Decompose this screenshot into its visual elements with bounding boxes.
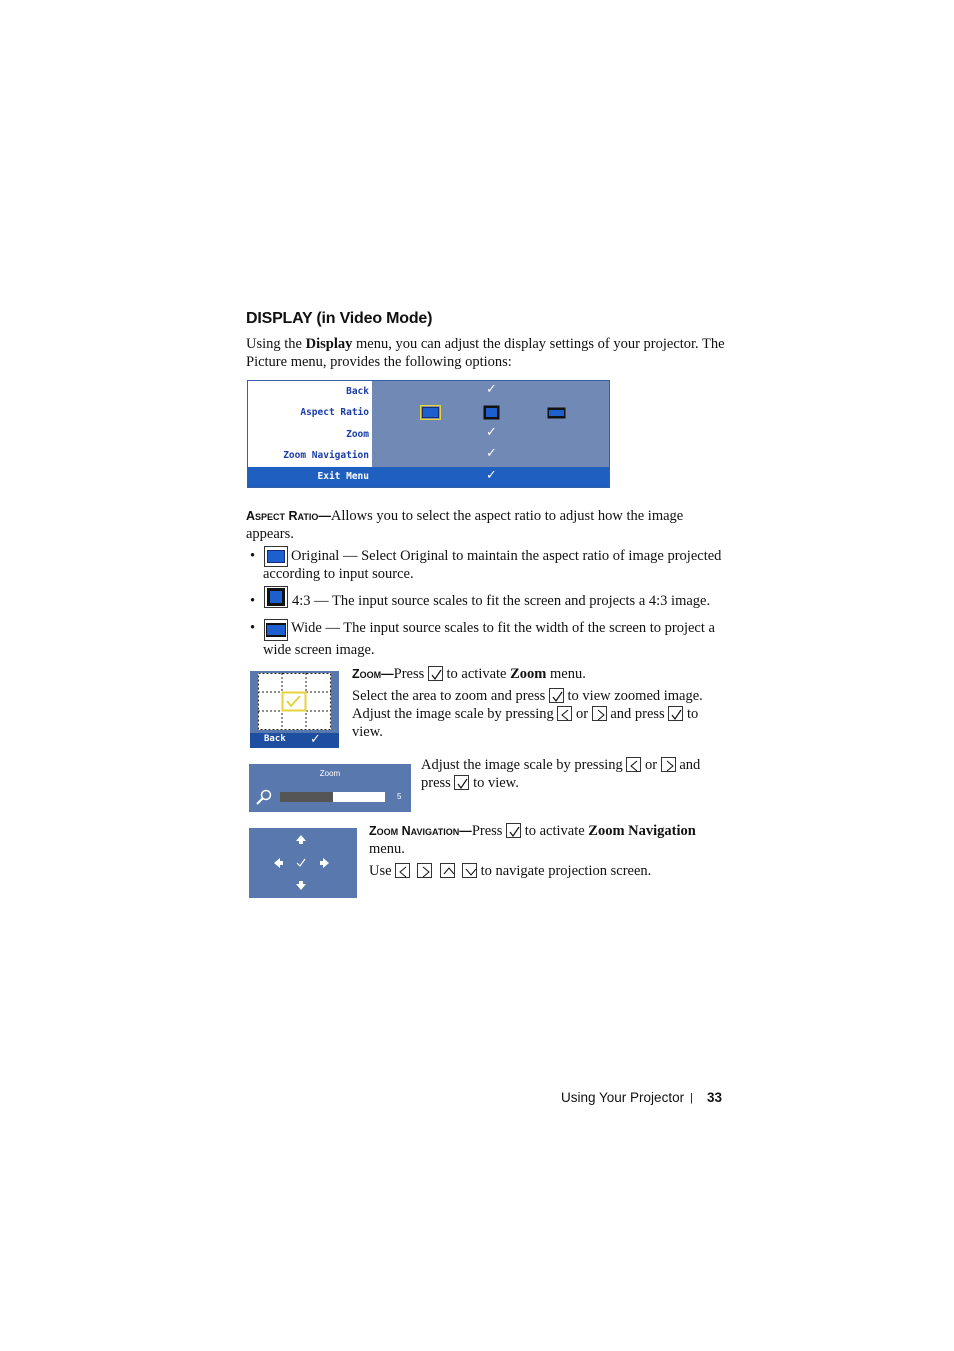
zoom-slider-title: Zoom [319, 769, 341, 778]
zoom-slider-description: Adjust the image scale by pressing or and press to view. [421, 757, 701, 791]
aspect-ratio-description: Aspect Ratio—Allows you to select the aspect ratio to adjust how the image appears. [246, 508, 684, 542]
zoom-paragraph: Select the area to zoom and press to view zoomed image. Adjust the image scale by pressing or and press to view. [352, 688, 703, 740]
zoom-navigation-description: Zoom Navigation—Press to activate Zoom Navigation menu. [369, 823, 696, 857]
right-key-icon [417, 863, 432, 878]
aspect-original-icon[interactable] [420, 405, 441, 420]
zoom-navigation-use: Use to navigate projection screen. [369, 863, 652, 879]
enter-key-icon [549, 688, 564, 703]
navigation-arrows-icon [249, 828, 357, 898]
intro-paragraph: Using the Display menu, you can adjust the display settings of your projector. The Picture menu, provides the following options: [246, 336, 725, 370]
zoom-grid-screenshot [250, 671, 339, 748]
zoom-back-label[interactable]: Back [264, 734, 286, 744]
enter-key-icon [668, 706, 683, 721]
menu-item-zoom-navigation[interactable]: Zoom Navigation [283, 450, 369, 461]
left-key-icon [395, 863, 410, 878]
right-key-icon [592, 706, 607, 721]
aspect-4-3-icon [264, 586, 288, 608]
footer-separator: | [690, 1092, 693, 1104]
display-osd-menu [247, 380, 610, 488]
zoom-navigation-screenshot [249, 828, 357, 898]
checkmark-icon: ✓ [486, 468, 497, 483]
checkmark-icon: ✓ [486, 446, 497, 461]
enter-key-icon [428, 666, 443, 681]
magnifier-icon [256, 789, 272, 805]
zoom-description: Zoom—Press to activate Zoom menu. [352, 666, 586, 682]
aspect-wide-icon[interactable] [547, 407, 566, 419]
right-key-icon [661, 757, 676, 772]
aspect-original-icon [264, 546, 288, 567]
zoom-slider-screenshot [249, 764, 411, 812]
up-key-icon [440, 863, 455, 878]
section-heading: DISPLAY (in Video Mode) [246, 310, 433, 327]
menu-item-aspect-ratio[interactable]: Aspect Ratio [300, 407, 369, 418]
left-key-icon [626, 757, 641, 772]
menu-item-back[interactable]: Back [346, 386, 369, 397]
zoom-area-grid [258, 673, 331, 730]
exit-menu-label: Exit Menu [317, 471, 369, 482]
aspect-wide-icon [264, 619, 288, 641]
enter-key-icon [454, 775, 469, 790]
menu-item-exit[interactable] [248, 467, 609, 487]
aspect-4-3-icon[interactable] [483, 405, 500, 420]
checkmark-icon: ✓ [310, 731, 321, 746]
bullet-original: • Original — Select Original to maintain the aspect ratio of image projected according to input source. [250, 548, 722, 582]
zoom-slider-value: 5 [397, 792, 402, 801]
zoom-slider-track[interactable] [280, 792, 385, 802]
down-key-icon [462, 863, 477, 878]
left-key-icon [557, 706, 572, 721]
enter-key-icon [506, 823, 521, 838]
checkmark-icon: ✓ [486, 382, 497, 397]
page-number: 33 [707, 1090, 723, 1105]
bullet-4-3: • 4:3 — The input source scales to fit the screen and projects a 4:3 image. [250, 592, 730, 610]
bullet-wide: • Wide — The input source scales to fit the width of the screen to project a wide screen image. [250, 620, 715, 658]
zoom-slider-fill [280, 792, 333, 802]
footer-section-title: Using Your Projector [561, 1090, 685, 1105]
menu-item-zoom[interactable]: Zoom [346, 429, 369, 440]
checkmark-icon: ✓ [486, 425, 497, 440]
